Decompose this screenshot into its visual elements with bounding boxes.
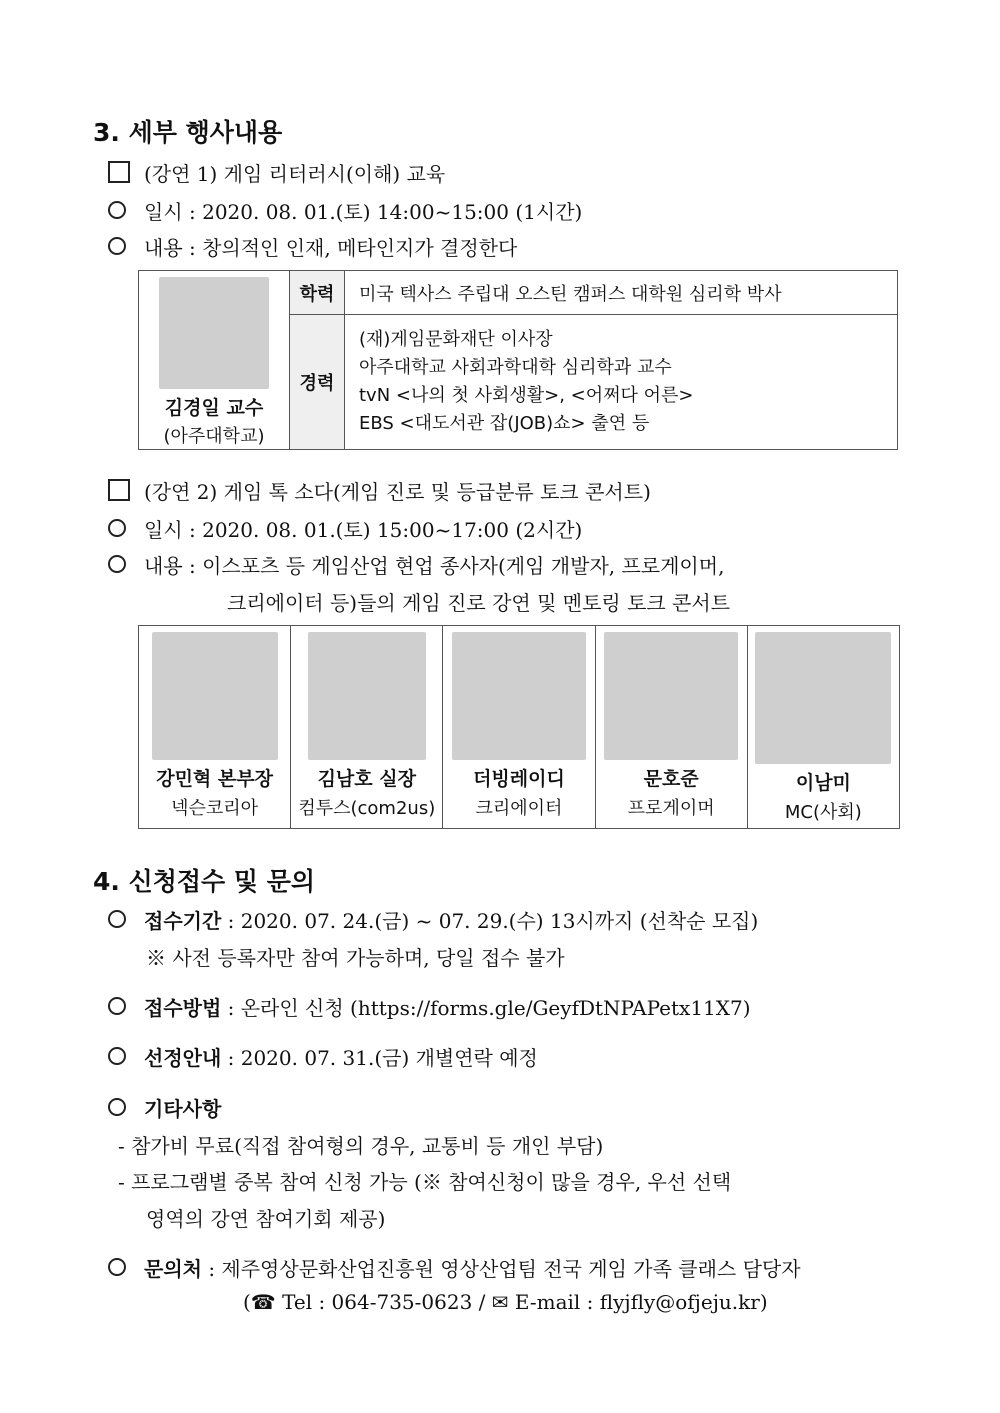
speaker-photo	[604, 632, 738, 760]
lecture1-content: 내용 : 창의적인 인재, 메타인지가 결정한다	[144, 236, 518, 260]
speaker-org: 넥슨코리아	[171, 798, 259, 819]
speaker-photo	[452, 632, 586, 760]
selection-label: 선정안내	[144, 1046, 222, 1070]
speaker-name: 더빙레이디	[473, 768, 565, 790]
lecture2-date-row	[108, 514, 582, 543]
speaker-name: 강민혁 본부장	[156, 768, 273, 790]
circle-bullet-icon	[108, 1047, 126, 1065]
career-item: EBS <대도서관 잡(JOB)쇼> 출연 등	[359, 413, 650, 434]
etc-item2-line1: - 프로그램별 중복 참여 신청 가능 (※ 참여신청이 많을 경우, 우선 선택	[118, 1170, 732, 1194]
speaker-org: 프로게이머	[627, 798, 715, 819]
lecture1-content-row	[108, 232, 517, 261]
career-list	[345, 315, 898, 450]
circle-bullet-icon	[108, 519, 126, 537]
speaker-org: 컴투스(com2us)	[298, 798, 436, 819]
circle-bullet-icon	[108, 555, 126, 573]
speaker-photo	[159, 277, 269, 389]
checkbox-square-icon	[108, 479, 130, 501]
lecture2-content-row	[108, 550, 724, 579]
speaker-cell	[595, 626, 747, 829]
contact-phone-email: (☎ Tel : 064-735-0623 / ✉ E-mail : flyjfly@ofjeju.kr)	[243, 1290, 768, 1314]
method-label: 접수방법	[144, 996, 222, 1020]
speaker-cell	[291, 626, 443, 829]
career-label: 경력	[290, 315, 345, 450]
speaker-photo	[152, 632, 278, 760]
lecture2-speakers-table	[138, 625, 900, 829]
circle-bullet-icon	[108, 997, 126, 1015]
speaker-cell	[443, 626, 595, 829]
lecture2-heading: (강연 2) 게임 톡 소다(게임 진로 및 등급분류 토크 콘서트)	[144, 480, 651, 504]
period-value: : 2020. 07. 24.(금) ~ 07. 29.(수) 13시까지 (선착순 모집)	[221, 909, 759, 933]
lecture2-heading-row	[108, 476, 651, 505]
period-note: ※ 사전 등록자만 참여 가능하며, 당일 접수 불가	[146, 946, 565, 970]
speaker-cell	[139, 626, 291, 829]
lecture1-date-row	[108, 196, 582, 225]
career-item: (재)게임문화재단 이사장	[359, 329, 553, 350]
circle-bullet-icon	[108, 1258, 126, 1276]
lecture1-heading-row	[108, 158, 445, 187]
contact-label: 문의처	[144, 1257, 202, 1281]
etc-row	[108, 1093, 221, 1122]
etc-item2-line2: 영역의 강연 참여기회 제공)	[146, 1207, 386, 1231]
section3-title: 3. 세부 행사내용	[93, 118, 283, 147]
checkbox-square-icon	[108, 161, 130, 183]
method-value: : 온라인 신청 (https://forms.gle/GeyfDtNPAPetx11X7)	[221, 996, 751, 1020]
speaker-name: 김남호 실장	[317, 768, 416, 790]
speaker-cell	[747, 626, 899, 829]
circle-bullet-icon	[108, 910, 126, 928]
period-label: 접수기간	[144, 909, 222, 933]
speaker-name: 문호준	[643, 768, 699, 790]
lecture2-content-line2: 크리에이터 등)들의 게임 진로 강연 및 멘토링 토크 콘서트	[227, 591, 731, 615]
etc-item1: - 참가비 무료(직접 참여형의 경우, 교통비 등 개인 부담)	[118, 1134, 604, 1158]
speaker-org: MC(사회)	[784, 802, 862, 823]
speaker-photo	[308, 632, 426, 760]
method-row	[108, 992, 751, 1021]
speaker-name: 김경일 교수	[164, 397, 264, 419]
selection-row	[108, 1042, 538, 1071]
education-label: 학력	[290, 271, 345, 315]
speaker-photo	[755, 632, 891, 764]
career-item: 아주대학교 사회과학대학 심리학과 교수	[359, 357, 672, 378]
circle-bullet-icon	[108, 1098, 126, 1116]
education-value: 미국 텍사스 주립대 오스틴 캠퍼스 대학원 심리학 박사	[345, 271, 898, 315]
lecture2-content-line1: 내용 : 이스포츠 등 게임산업 현업 종사자(게임 개발자, 프로게이머,	[144, 554, 725, 578]
speaker-name: 이남미	[795, 772, 851, 794]
contact-value: : 제주영상문화산업진흥원 영상산업팀 전국 게임 가족 클래스 담당자	[201, 1257, 801, 1281]
section4-title: 4. 신청접수 및 문의	[93, 867, 316, 896]
etc-label: 기타사항	[144, 1097, 222, 1121]
speaker-org: (아주대학교)	[163, 426, 265, 447]
contact-row	[108, 1253, 801, 1282]
circle-bullet-icon	[108, 201, 126, 219]
career-item: tvN <나의 첫 사회생활>, <어쩌다 어른>	[359, 385, 694, 406]
lecture1-date: 일시 : 2020. 08. 01.(토) 14:00~15:00 (1시간)	[144, 200, 583, 224]
lecture1-speaker-table	[138, 270, 898, 450]
period-row	[108, 905, 758, 934]
speaker-profile-cell	[139, 271, 290, 450]
circle-bullet-icon	[108, 237, 126, 255]
selection-value: : 2020. 07. 31.(금) 개별연락 예정	[221, 1046, 538, 1070]
lecture2-date: 일시 : 2020. 08. 01.(토) 15:00~17:00 (2시간)	[144, 518, 583, 542]
lecture1-heading: (강연 1) 게임 리터러시(이해) 교육	[144, 162, 446, 186]
speaker-org: 크리에이터	[475, 798, 563, 819]
